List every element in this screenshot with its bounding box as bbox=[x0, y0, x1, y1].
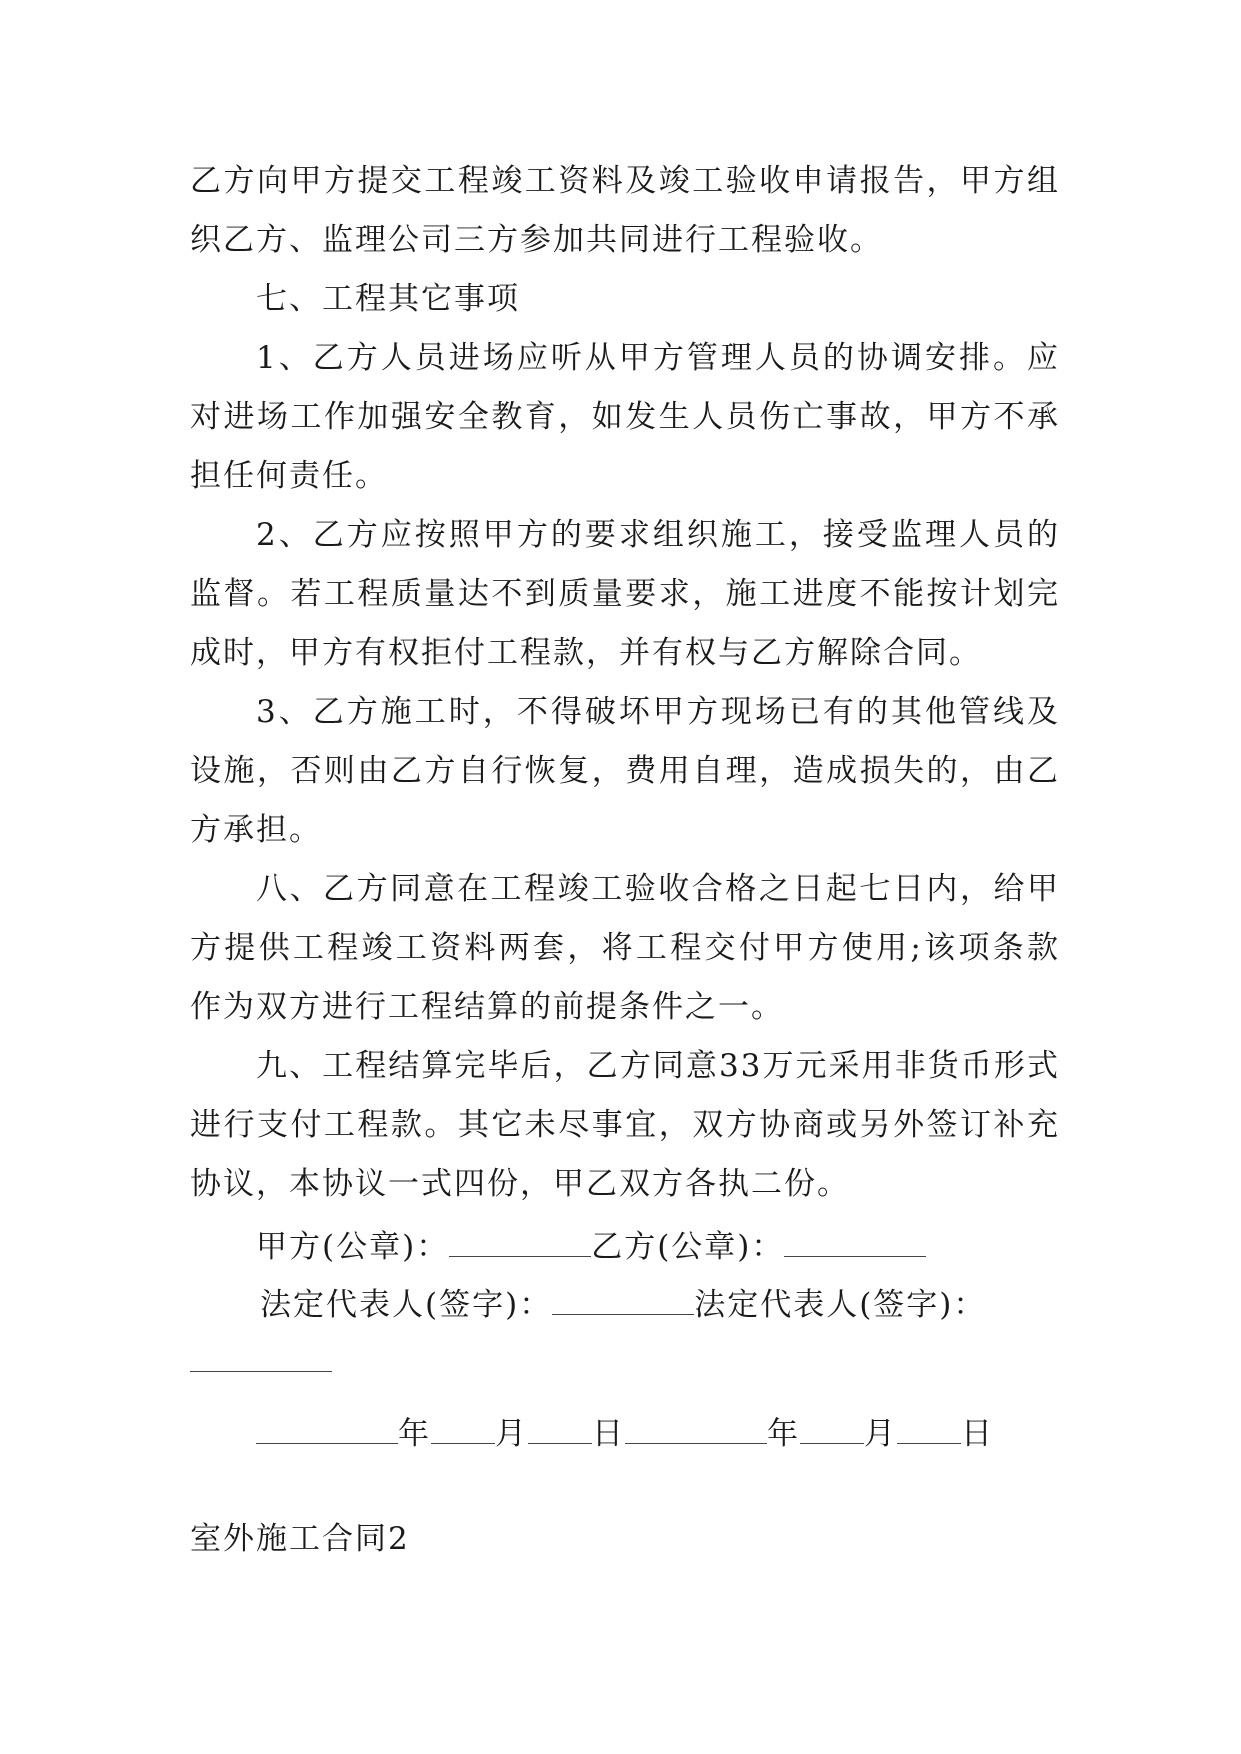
date-b-day-blank bbox=[897, 1417, 961, 1444]
section-heading-other-matters: 七、工程其它事项 bbox=[256, 281, 520, 317]
seal-line bbox=[256, 1227, 926, 1267]
party-b-seal-blank bbox=[784, 1230, 926, 1257]
paragraph-clause-2: 2、乙方应按照甲方的要求组织施工，接受监理人员的监督。若工程质量达不到质量要求，施工进度不能按计划完成时，甲方有权拒付工程款，并有权与乙方解除合同。 bbox=[190, 517, 1060, 671]
date-b-year-label: 年 bbox=[767, 1416, 800, 1452]
paragraph-clause-3: 3、乙方施工时，不得破坏甲方现场已有的其他管线及设施，否则由乙方自行恢复，费用自理，造成损失的，由乙方承担。 bbox=[190, 694, 1060, 848]
next-contract-heading: 室外施工合同2 bbox=[190, 1521, 410, 1557]
paragraph-acceptance-report: 乙方向甲方提交工程竣工资料及竣工验收申请报告，甲方组织乙方、监理公司三方参加共同进行工程验收。 bbox=[190, 163, 1060, 258]
date-b-year-blank bbox=[625, 1417, 767, 1444]
date-b-day-label: 日 bbox=[961, 1416, 994, 1452]
legal-rep-a-blank bbox=[552, 1288, 694, 1315]
date-line bbox=[256, 1414, 994, 1454]
date-b-month-label: 月 bbox=[864, 1416, 897, 1452]
legal-rep-a-label: 法定代表人(签字)： bbox=[260, 1287, 553, 1323]
date-b-month-blank bbox=[800, 1417, 864, 1444]
date-a-day-blank bbox=[528, 1417, 592, 1444]
date-a-year-blank bbox=[256, 1417, 398, 1444]
paragraph-section-9: 九、工程结算完毕后，乙方同意33万元采用非货币形式进行支付工程款。其它未尽事宜，双方协商或另外签订补充协议，本协议一式四份，甲乙双方各执二份。 bbox=[190, 1048, 1060, 1202]
date-a-year-label: 年 bbox=[398, 1416, 431, 1452]
party-a-seal-label: 甲方(公章)： bbox=[256, 1229, 450, 1265]
party-a-seal-blank bbox=[449, 1230, 591, 1257]
date-a-month-label: 月 bbox=[495, 1416, 528, 1452]
legal-rep-b-label: 法定代表人(签字)： bbox=[694, 1287, 987, 1323]
date-a-month-blank bbox=[431, 1417, 495, 1444]
paragraph-section-8: 八、乙方同意在工程竣工验收合格之日起七日内，给甲方提供工程竣工资料两套，将工程交付甲方使用;该项条款作为双方进行工程结算的前提条件之一。 bbox=[190, 871, 1060, 1025]
legal-rep-b-blank bbox=[190, 1371, 332, 1372]
party-b-seal-label: 乙方(公章)： bbox=[591, 1229, 785, 1265]
date-a-day-label: 日 bbox=[592, 1416, 625, 1452]
legal-rep-line bbox=[260, 1285, 986, 1325]
paragraph-clause-1: 1、乙方人员进场应听从甲方管理人员的协调安排。应对进场工作加强安全教育，如发生人员伤亡事故，甲方不承担任何责任。 bbox=[190, 340, 1060, 494]
